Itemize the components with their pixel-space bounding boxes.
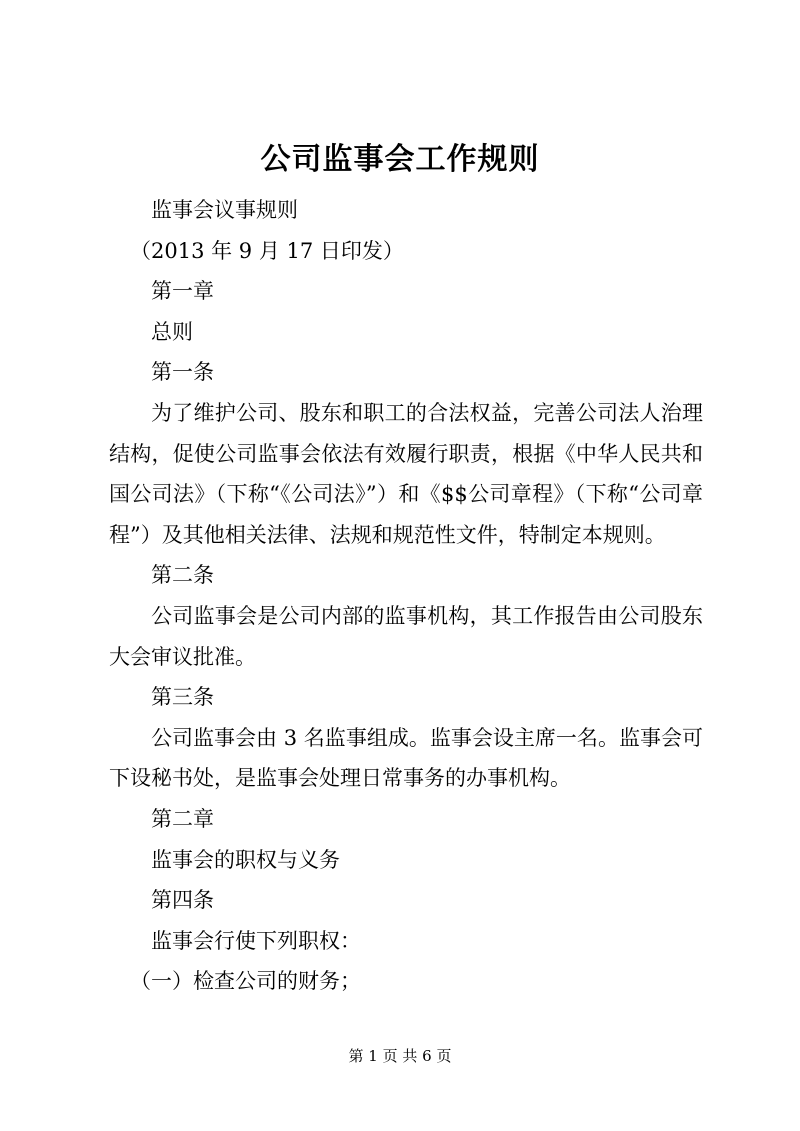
article-heading-3: 第三条: [151, 685, 214, 710]
article-heading-4: 第四条: [151, 888, 214, 913]
document-title: 公司监事会工作规则: [260, 142, 540, 177]
article-heading-1: 第一条: [151, 360, 214, 385]
document-body: [109, 190, 703, 1002]
chapter-heading-2: 第二章: [151, 806, 214, 831]
article-body-1: 为了维护公司、股东和职工的合法权益，完善公司法人治理结构，促使公司监事会依法有效履行职责，根据《中华人民共和国公司法》（下称“《公司法》”）和《$$公司章程》（下称“公司章程”）及其他相关法律、法规和规范性文件，特制定本规则。: [109, 400, 703, 547]
page-footer: 第 1 页 共 6 页: [348, 1047, 452, 1065]
chapter-title-1: 总则: [151, 319, 193, 344]
article-heading-2: 第二条: [151, 563, 214, 588]
chapter-title-2: 监事会的职权与义务: [151, 847, 340, 872]
list-item-1: （一）检查公司的财务；: [130, 969, 361, 994]
article-body-2: 公司监事会是公司内部的监事机构，其工作报告由公司股东大会审议批准。: [109, 603, 703, 669]
article-body-3: 公司监事会由 3 名监事组成。监事会设主席一名。监事会可下设秘书处，是监事会处理日常事务的办事机构。: [109, 725, 703, 791]
article-body-4: 监事会行使下列职权：: [151, 928, 361, 953]
chapter-heading-1: 第一章: [151, 279, 214, 304]
issue-date: （2013 年 9 月 17 日印发）: [130, 238, 404, 263]
subtitle-rules: 监事会议事规则: [151, 198, 298, 222]
